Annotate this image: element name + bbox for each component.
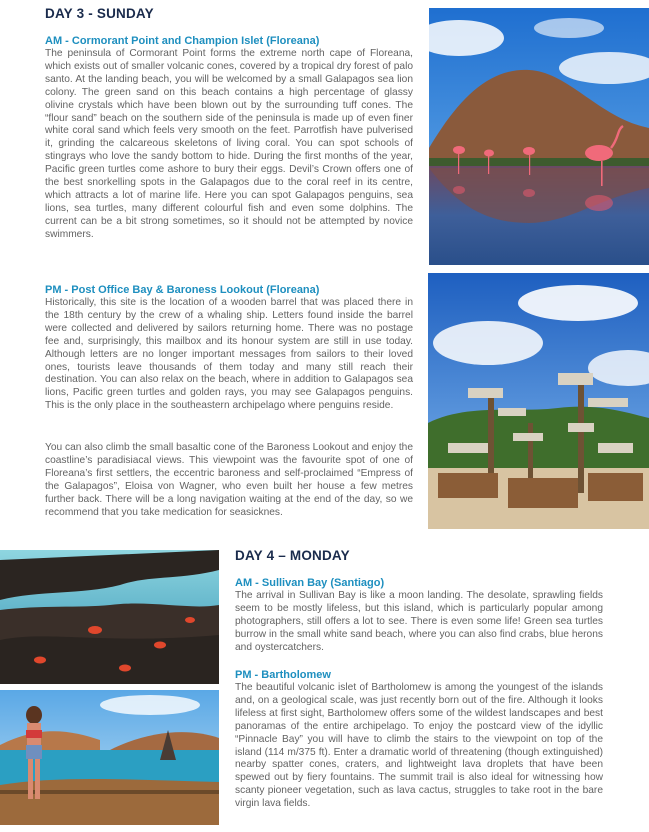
post-office-barrel-photo [428, 273, 649, 529]
day3-pm-heading: PM - Post Office Bay & Baroness Lookout (Floreana) [45, 284, 320, 296]
flamingo-lagoon-photo [429, 8, 649, 265]
day4-am-text: The arrival in Sullivan Bay is like a moon landing. The desolate, sprawling fields seem to be mostly lifeless, but this island, which is particularly popular among photographers, still offers a lot to see. There is even some life! Green sea turtles burrow in the small white sand beach, where you can also find crabs, blue herons and oystercatchers. [235, 590, 603, 653]
day3-am-text: The peninsula of Cormorant Point forms the extreme north cape of Floreana, which exists out of smaller volcanic cones, covered by a tropical dry forest of palo santo. At the landing beach, you will be welcomed by a small Galapagos sea lion colony. The green sand on this beach contains a high percentage of glassy olivine crystals which have been blown out by the surrounding tuff cones. The “flour sand” beach on the southern side of the peninsula is made up of even finer white coral sand which feels very smooth on the feet. Parrotfish have pulverised it, grinding the calcareous skeletons of living coral. You can spot schools of stingrays who love the sandy bottom to hide. During the first months of the year, Pacific green turtles come ashore to bury their eggs. Devil’s Crown offers one of the best snorkelling spots in the Galapagos due to the coral reef in its centre, which attracts a lot of marine life. Here you can spot Galapagos penguins, sea lions, sea turtles, many different colourful fish and even some dolphins. The current can be a bit strong sometimes, so it should not be attempted by novice swimmers. [45, 48, 413, 240]
sullivan-bay-crabs-photo [0, 550, 219, 684]
bartholomew-viewpoint-photo [0, 690, 219, 825]
day3-pm-text-1: Historically, this site is the location of a wooden barrel that was placed there in the 18th century by the crew of a whaling ship. Letters found inside the barrel were collected and delivered by sailors returning home. There was no postage fee and, surprisingly, this mailbox and its honour system are still in use today. Although letters are no longer important messages from sailors to their loved ones, tourists leave thousands of them today and many still reach their destination. You can also relax on the beach, where in addition to Galapagos sea lions, Pacific green turtles and golden rays, you may see Galapagos penguins. This is the only place in the southeastern archipelago where penguins reside. [45, 297, 413, 412]
day4-pm-heading: PM - Bartholomew [235, 669, 331, 681]
day4-am-heading: AM - Sullivan Bay (Santiago) [235, 577, 385, 589]
day4-pm-text: The beautiful volcanic islet of Bartholomew is among the youngest of the islands and, on a geological scale, was just recently born out of the fire. Although it looks lifeless at first sight, Bartholomew offers some of the wildest landscapes and best panoramas of the entire archipelago. To enjoy the postcard view of the idyllic “Pinnacle Bay” you will have to climb the stairs to the viewpoint on top of the island (114 m/375 ft). Enter a dramatic world of threatening (though extinguished) nearby spatter cones, craters, and lightweight lava droplets that have been spewed out by fiery fountains. The summit trail is also ideal for witnessing how scanty pioneer vegetation, such as lava cactus, struggles to take root in the bare virgin lava fields. [235, 682, 603, 810]
day3-title: DAY 3 - SUNDAY [45, 6, 154, 21]
day4-title: DAY 4 – MONDAY [235, 548, 350, 563]
day3-am-heading: AM - Cormorant Point and Champion Islet (Floreana) [45, 35, 320, 47]
day3-pm-text-2: You can also climb the small basaltic cone of the Baroness Lookout and enjoy the coastline’s paradisiacal views. This viewpoint was the favourite spot of one of Floreana’s first settlers, the eccentric baroness and self-proclaimed “Empress of the Galapagos”, Eloisa von Wagner, who even built her house a few metres further back. There will be a long navigation waiting at the end of the day, so we recommend that you take medication for seasicknes. [45, 442, 413, 518]
